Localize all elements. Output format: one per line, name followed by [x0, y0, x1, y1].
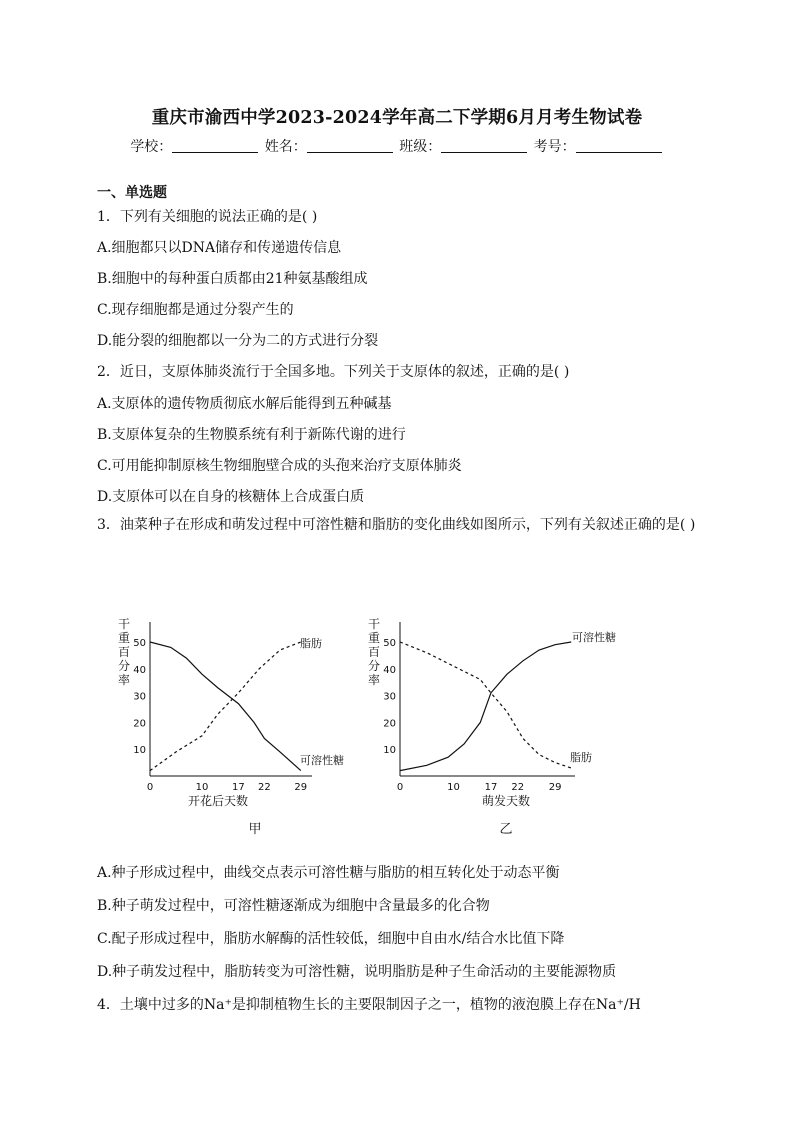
chart-yi-ytick-label: 10 — [383, 745, 396, 757]
chart-yi-xlabel: 萌发天数 — [481, 794, 531, 808]
q1-stem: 1．下列有关细胞的说法正确的是( ) — [97, 209, 318, 225]
chart-yi-series-soluble-sugar — [400, 642, 571, 771]
class-label: 班级： — [399, 139, 442, 155]
chart-yi-ylabel-char: 百 — [367, 645, 381, 659]
chart-yi — [368, 617, 616, 837]
section-title: 一、单选题 — [97, 185, 167, 201]
chart-yi-xtick-label: 10 — [447, 782, 460, 793]
chart-jia-ytick-label: 20 — [133, 718, 146, 730]
chart-yi-xtick-label: 0 — [396, 782, 404, 793]
chart-jia-xtick-label: 10 — [195, 782, 209, 793]
chart-yi-xtick-label: 29 — [548, 782, 562, 793]
number-label: 考号： — [533, 139, 576, 155]
chart-jia-ytick-label: 50 — [133, 638, 146, 649]
chart-jia-xtick-label: 0 — [146, 782, 154, 793]
chart-jia-ytick-label: 40 — [133, 664, 146, 676]
chart-yi-ytick-label: 20 — [383, 718, 396, 730]
chart-jia-series-fat — [150, 642, 301, 771]
chart-yi-ylabel-char: 重 — [367, 631, 381, 645]
q3-option-d: D.种子萌发过程中，脂肪转变为可溶性糖，说明脂肪是种子生命活动的主要能源物质 — [97, 964, 617, 980]
chart-jia-ylabel-char: 干 — [117, 617, 131, 631]
q1-option-c: C.现存细胞都是通过分裂产生的 — [97, 302, 294, 318]
q3-option-c: C.配子形成过程中，脂肪水解酶的活性较低，细胞中自由水/结合水比值下降 — [97, 931, 565, 947]
chart-jia-ylabel-char: 重 — [117, 631, 131, 645]
chart-yi-label-sugar: 可溶性糖 — [572, 631, 616, 644]
chart-jia-xtick-label: 29 — [294, 782, 308, 793]
chart-jia-ytick-label: 10 — [133, 745, 146, 757]
chart-yi-ylabel — [368, 617, 380, 687]
q1-option-b: B.细胞中的每种蛋白质都由21种氨基酸组成 — [97, 271, 368, 287]
chart-jia-xtick-label: 17 — [232, 782, 245, 793]
chart-yi-xtick-label: 22 — [511, 782, 525, 793]
school-label: 学校： — [130, 139, 173, 155]
chart-yi-ytick-label: 40 — [383, 664, 396, 676]
chart-jia-xlabel: 开花后天数 — [187, 794, 249, 808]
chart-yi-label-fat: 脂肪 — [570, 751, 592, 764]
q1-option-a: A.细胞都只以DNA储存和传递遗传信息 — [97, 240, 342, 256]
chart-yi-xtick-label: 17 — [484, 782, 498, 793]
chart-yi-caption: 乙 — [499, 822, 513, 837]
q2-stem: 2．近日，支原体肺炎流行于全国多地。下列关于支原体的叙述，正确的是( ) — [97, 364, 570, 380]
chart-jia-label-sugar: 可溶性糖 — [300, 754, 344, 767]
q2-option-d: D.支原体可以在自身的核糖体上合成蛋白质 — [97, 489, 365, 505]
chart-yi-ylabel-char: 分 — [367, 659, 381, 673]
exam-title: 重庆市渝西中学2023-2024学年高二下学期6月月考生物试卷 — [151, 108, 643, 128]
chart-jia-xtick-label: 22 — [258, 782, 271, 793]
q2-option-b: B.支原体复杂的生物膜系统有利于新陈代谢的进行 — [97, 427, 406, 443]
q1-option-d: D.能分裂的细胞都以一分为二的方式进行分裂 — [97, 333, 379, 349]
chart-yi-series-fat — [400, 642, 571, 768]
chart-jia-ylabel-char: 分 — [117, 659, 131, 673]
chart-jia-ylabel-char: 百 — [117, 645, 131, 659]
chart-jia-ylabel-char: 率 — [117, 673, 131, 687]
chart-jia — [118, 617, 344, 837]
chart-yi-ylabel-char: 干 — [367, 617, 381, 631]
chart-jia-ytick-label: 30 — [133, 691, 146, 703]
chart-jia-ylabel — [118, 617, 130, 687]
q4-stem: 4．土壤中过多的Na⁺是抑制植物生长的主要限制因子之一，植物的液泡膜上存在Na⁺/H — [97, 997, 641, 1013]
chart-yi-ylabel-char: 率 — [367, 673, 381, 687]
name-label: 姓名： — [264, 139, 307, 155]
q3-stem: 3．油菜种子在形成和萌发过程中可溶性糖和脂肪的变化曲线如图所示，下列有关叙述正确的是( ) — [97, 517, 696, 533]
chart-jia-label-fat: 脂肪 — [300, 637, 322, 650]
chart-jia-series-soluble-sugar — [150, 642, 301, 771]
chart-yi-ytick-label: 30 — [383, 691, 396, 703]
q3-option-a: A.种子形成过程中，曲线交点表示可溶性糖与脂肪的相互转化处于动态平衡 — [97, 865, 560, 881]
q2-option-a: A.支原体的遗传物质彻底水解后能得到五种碱基 — [97, 396, 392, 412]
chart-yi-ytick-label: 50 — [383, 638, 396, 649]
q3-option-b: B.种子萌发过程中，可溶性糖逐渐成为细胞中含量最多的化合物 — [97, 898, 490, 914]
q2-option-c: C.可用能抑制原核生物细胞壁合成的头孢来治疗支原体肺炎 — [97, 458, 462, 474]
chart-jia-caption: 甲 — [248, 822, 262, 837]
